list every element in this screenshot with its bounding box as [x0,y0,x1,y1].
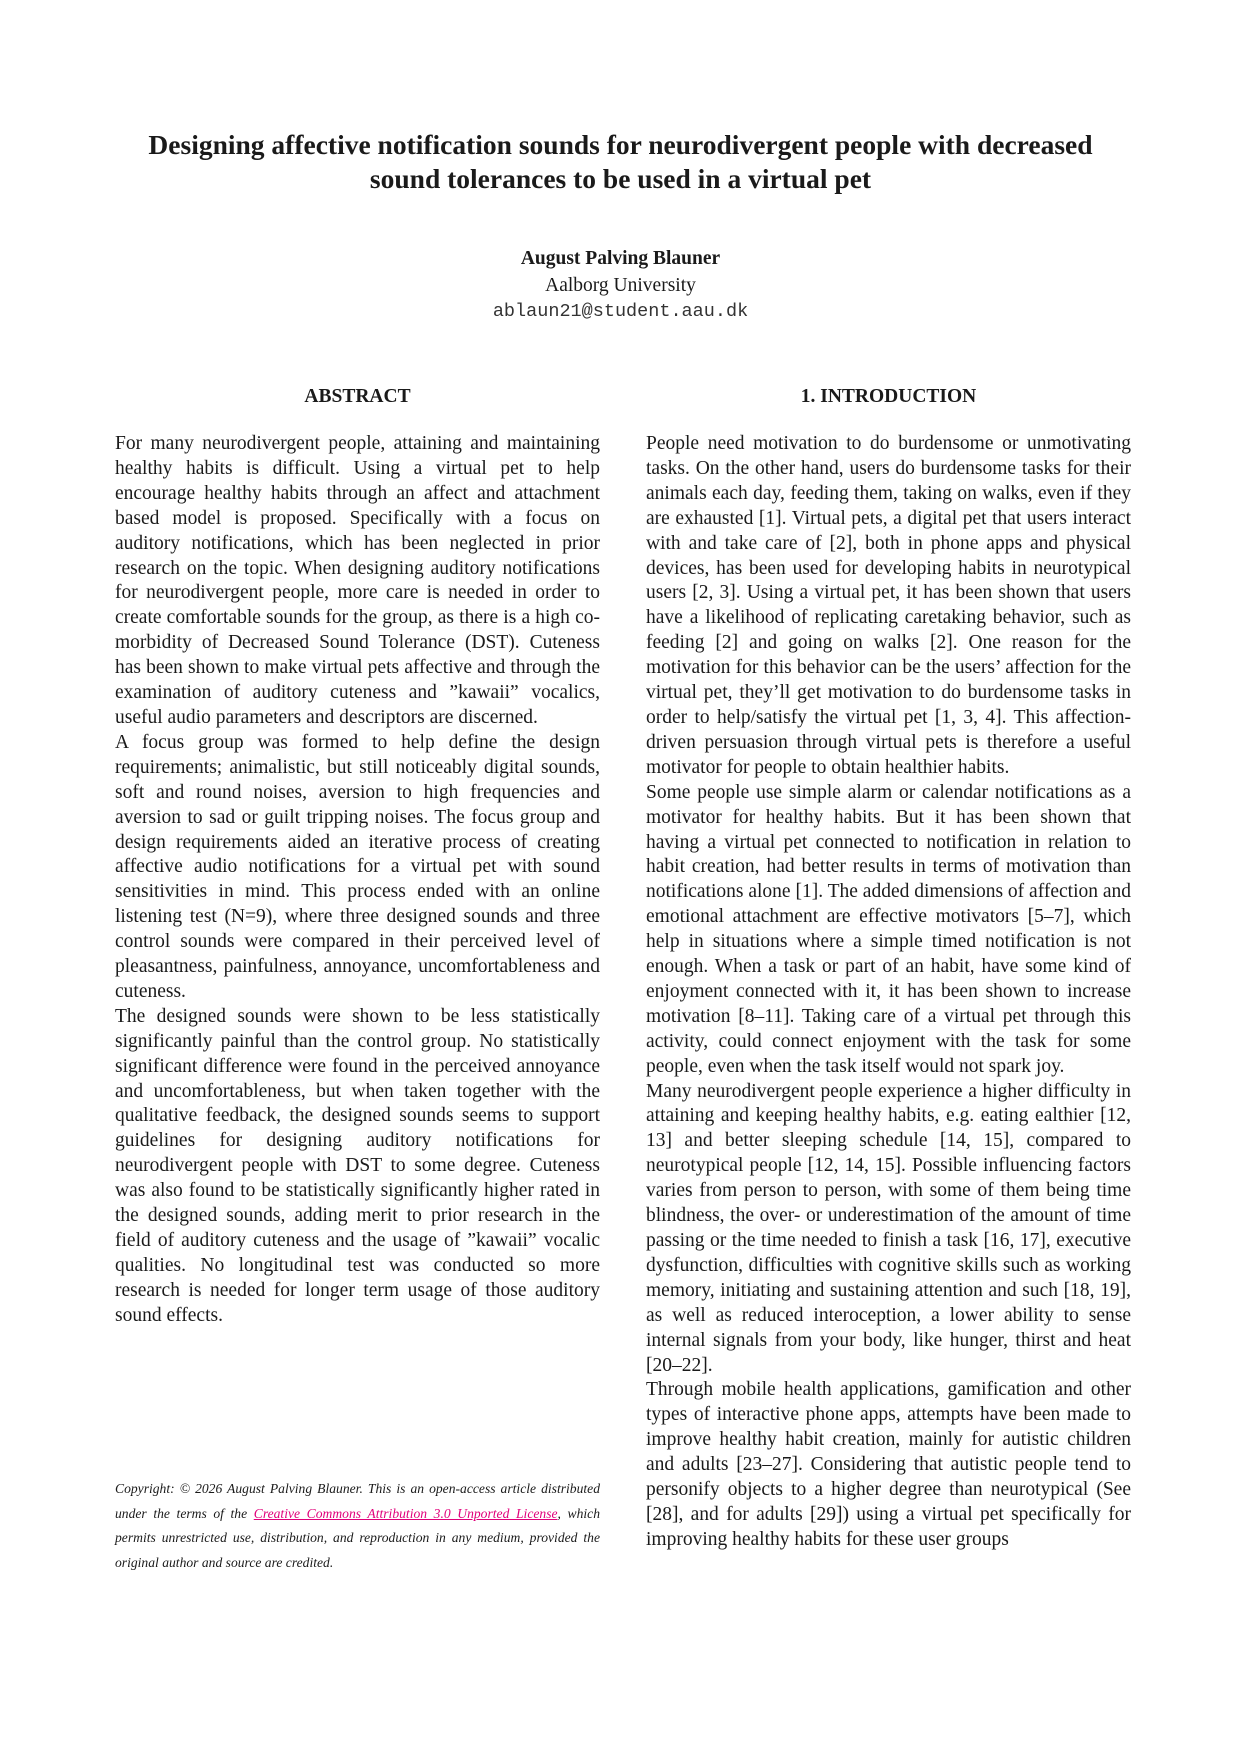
introduction-paragraph: Through mobile health applications, gamification and other types of interactive phone apps, attempts have been made to improve healthy habit creation, mainly for autistic children and adults [23–27]. Considering that autistic people tend to personify objects to a higher degree than neurotypical (See [28], and for adults [29]) using a virtual pet specifically for improving healthy habits for these user groups [646,1379,1131,1550]
introduction-paragraph: People need motivation to do burdensome or unmotivating tasks. On the other hand, users do burdensome tasks for their animals each day, feeding them, taking on walks, even if they are exhausted [1]. Virtual pets, a digital pet that users interact with and take care of [2], both in phone apps and physical devices, has been used for developing habits in neurotypical users [2, 3]. Using a virtual pet, it has been shown that users have a likelihood of replicating caretaking behavior, such as feeding [2] and going on walks [2]. One reason for the motivation for this behavior can be the users’ affection for the virtual pet, they’ll get motivation to do burdensome tasks in order to help/satisfy the virtual pet [1, 3, 4]. This affection-driven persuasion through virtual pets is therefore a useful motivator for people to obtain healthier habits. [646,433,1131,778]
abstract-heading: ABSTRACT [304,386,411,407]
introduction-paragraph: Some people use simple alarm or calendar notifications as a motivator for healthy habits. But it has been shown that having a virtual pet connected to notification in relation to habit creation, had better results in terms of motivation than notifications alone [1]. The added dimensions of affection and emotional attachment are effective motivators [5–7], which help in situations where a simple timed notification is not enough. When a task or part of an habit, have some kind of enjoyment connected with it, it has been shown to increase motivation [8–11]. Taking care of a virtual pet through this activity, could connect enjoyment with the task for some people, even when the task itself would not spark joy. [646,781,1132,1077]
introduction-paragraph: Many neurodivergent people experience a higher difficulty in attaining and keeping healthy habits, e.g. eating ealthier [12, 13] and better sleeping schedule [14, 15], compared to neurotypical people [12, 14, 15]. Possible influencing factors varies from person to person, with some of them being time blindness, the over- or underestimation of the amount of time passing or the time needed to finish a task [16, 17], executive dysfunction, difficulties with cognitive skills such as working memory, initiating and sustaining attention and such [18, 19], as well as reduced interoception, a lower ability to sense internal signals from your body, like hunger, thirst and heat [20–22]. [646,1080,1131,1376]
copyright-notice [115,1477,600,1576]
abstract-paragraph: The designed sounds were shown to be less statistically significantly painful than the control group. No statistically significant difference were found in the perceived annoyance and uncomfortableness, but when taken together with the qualitative feedback, the designed sounds seems to support guidelines for designing auditory notifications for neurodivergent people with DST to some degree. Cuteness was also found to be statistically significantly higher rated in the designed sounds, adding merit to prior research in the field of auditory cuteness and the usage of ”kawaii” vocalic qualities. No longitudinal test was conducted so more research is needed for longer term usage of those auditory sound effects. [115,1005,600,1326]
left-column [115,385,600,1329]
introduction-heading: 1. INTRODUCTION [800,386,977,407]
paper-title: Designing affective notification sounds for neurodivergent people with decreased sound tolerances to be used in a virtual pet [148,129,1093,194]
abstract-paragraph: A focus group was formed to help define the design requirements; animalistic, but still noticeably digital sounds, soft and round noises, aversion to high frequencies and aversion to sad or guilt tripping noises. The focus group and design requirements aided an iterative process of creating affective audio notifications for a virtual pet with sound sensitivities in mind. This process ended with an online listening test (N=9), where three designed sounds and three control sounds were compared in their perceived level of pleasantness, painfulness, annoyance, uncomfortableness and cuteness. [115,731,600,1002]
right-column [646,385,1131,1553]
author-name: August Palving Blauner [520,248,721,269]
author-email: ablaun21@student.aau.dk [492,301,749,322]
author-block [0,245,1241,324]
license-link[interactable]: Creative Commons Attribution 3.0 Unported License [253,1505,558,1521]
copyright-prefix: Copyright: © 2026 August Palving Blauner. This is an open-access article distributed under the terms of the [115,1481,600,1521]
author-affiliation: Aalborg University [545,275,696,296]
abstract-paragraph: For many neurodivergent people, attaining and maintaining healthy habits is difficult. Using a virtual pet to help encourage healthy habits through an affect and attachment based model is proposed. Specifically with a focus on auditory notifications, which has been neglected in prior research on the topic. When designing auditory notifications for neurodivergent people, more care is needed in order to create comfortable sounds for the group, as there is a high co-morbidity of Decreased Sound Tolerance (DST). Cuteness has been shown to make virtual pets affective and through the examination of auditory cuteness and ”kawaii” vocalics, useful audio parameters and descriptors are discerned. [115,433,600,728]
copyright-suffix: , which permits unrestricted use, distribution, and reproduction in any medium, provided the original author and source are credited. [115,1505,600,1571]
